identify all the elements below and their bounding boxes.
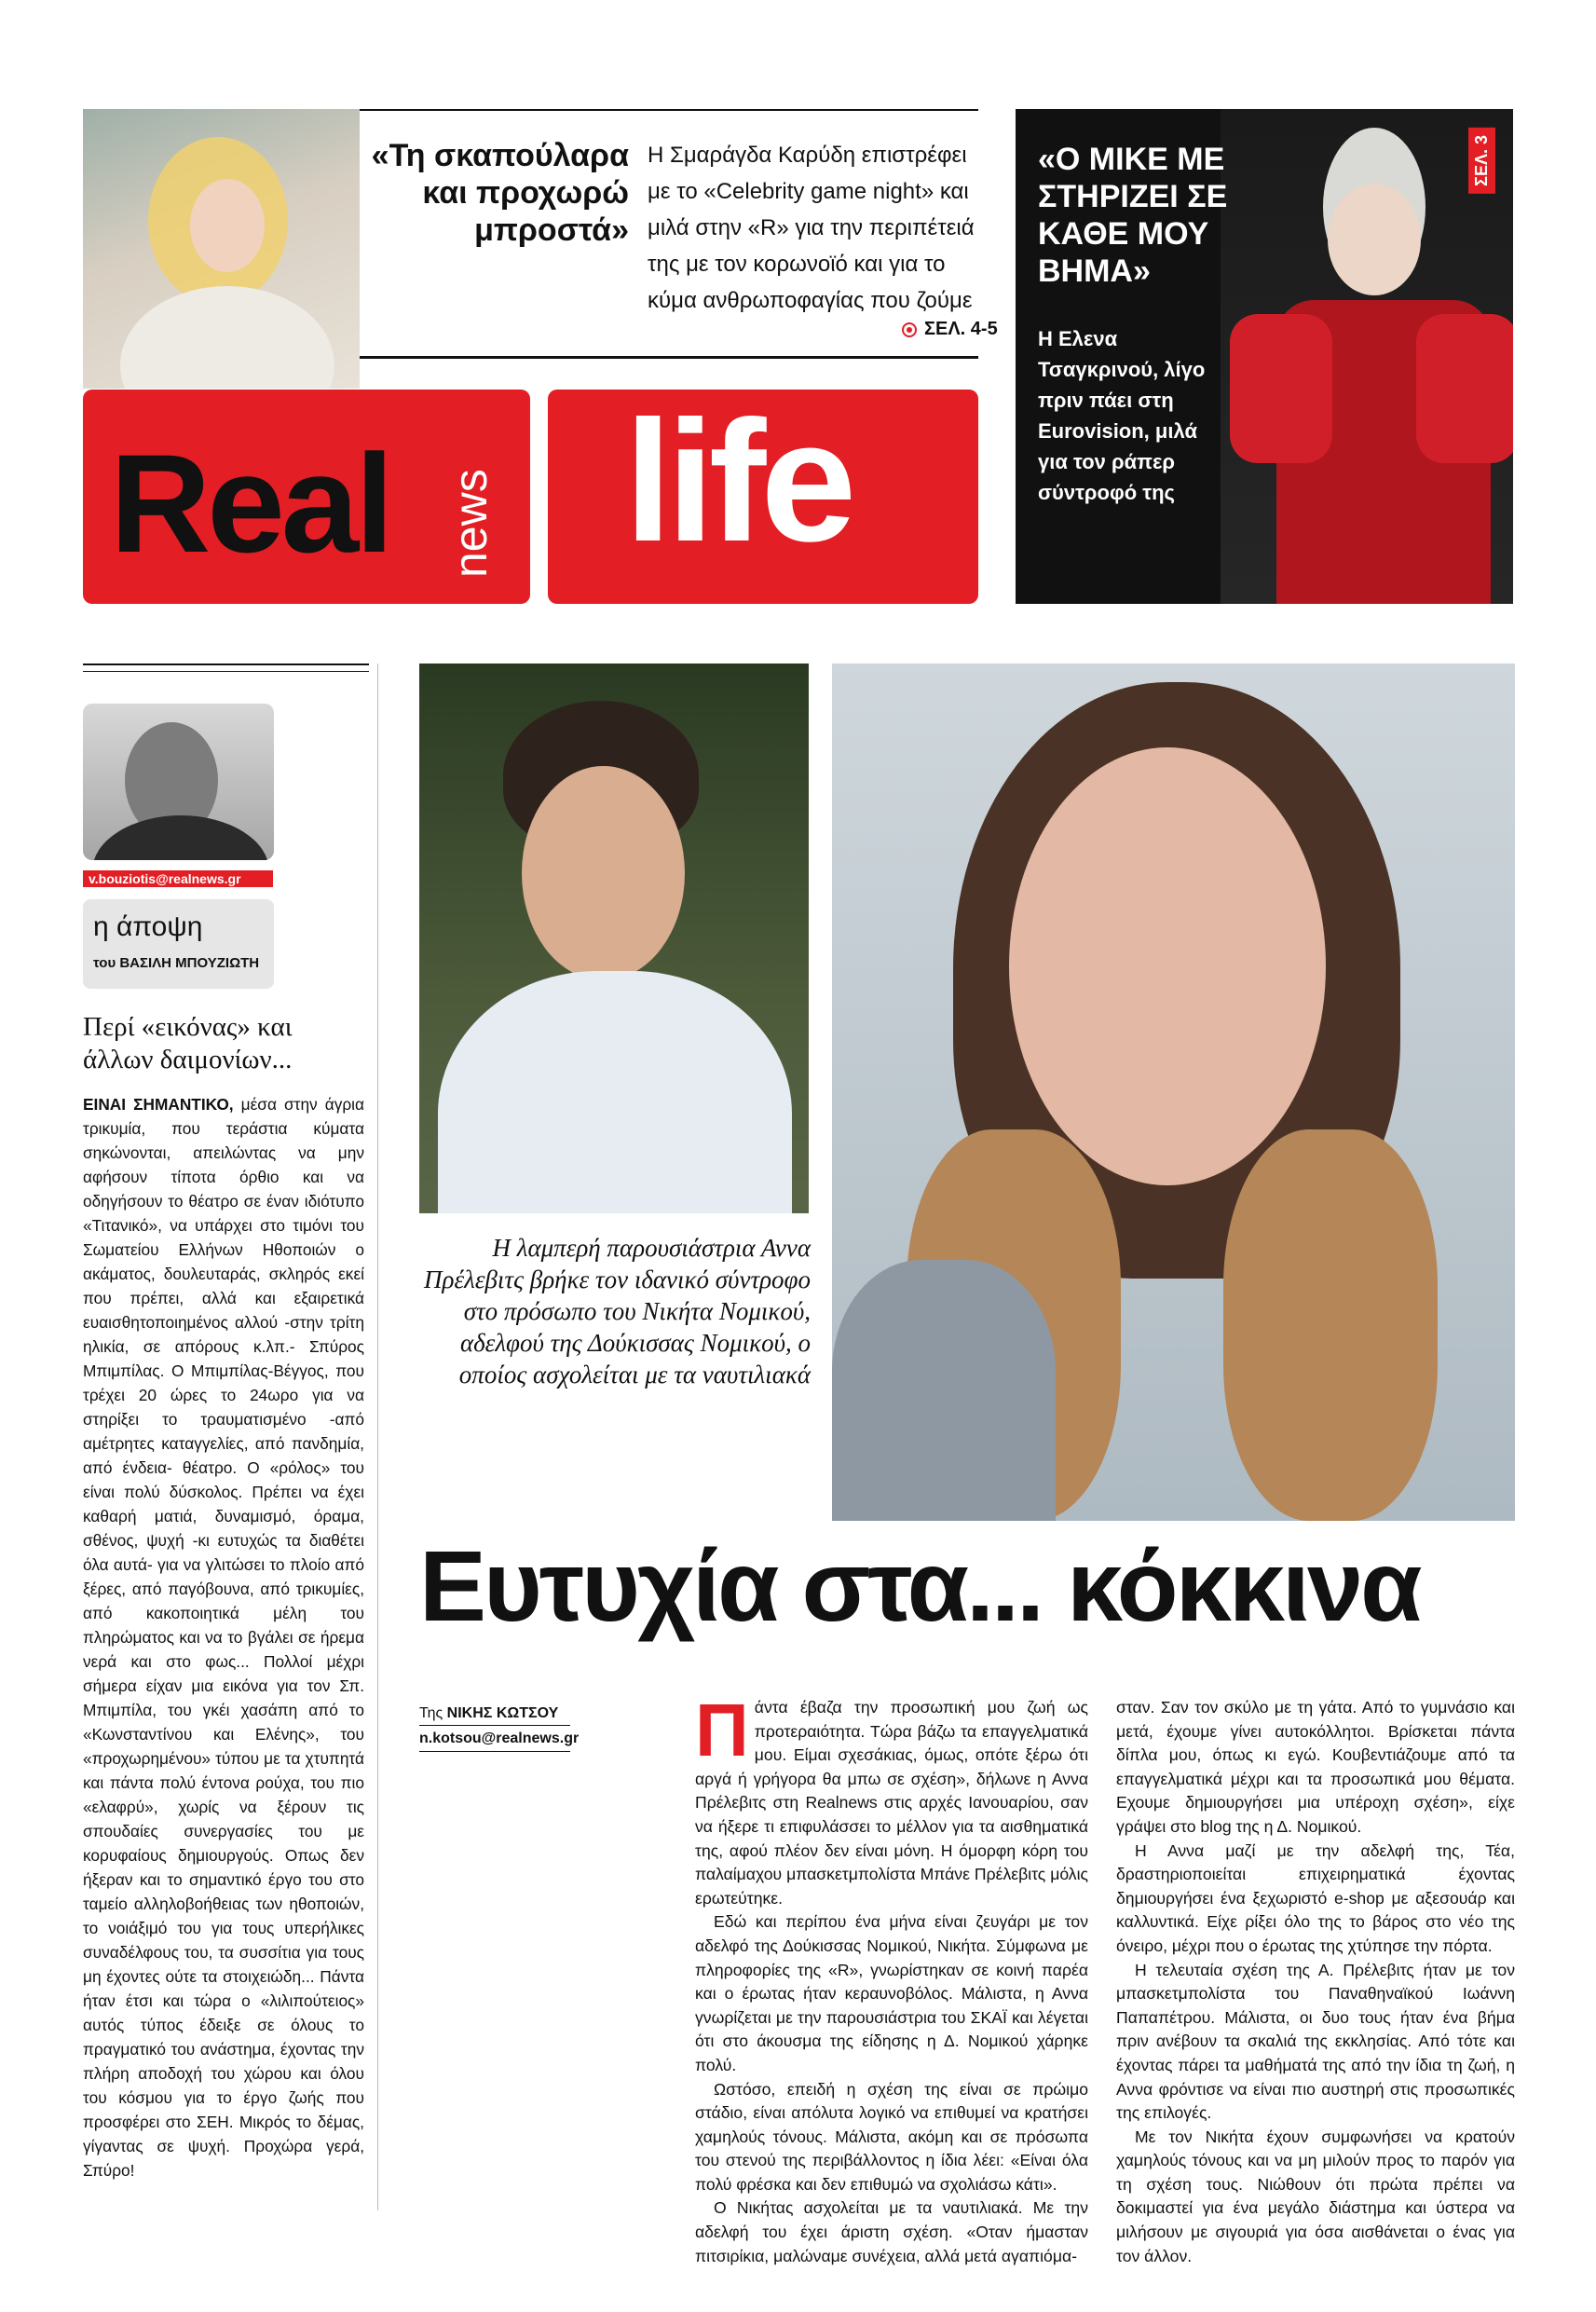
- byline-author: ΝΙΚΗΣ ΚΩΤΣΟΥ: [446, 1705, 559, 1721]
- page-ref-icon: [902, 322, 917, 337]
- column-top-rule: [83, 664, 369, 665]
- article-paragraph: Με τον Νικήτα έχουν συμφωνήσει να κρατούν χαμηλούς τόνους και να μη μιλούν προς το παρόν για τη σχέση τους. Νιώθουν ότι πρώτα πρέπει να δοκιμαστεί για ένα μεγάλο διάστημα και ύστερα να μιλήσουν με σιγουριά για όσα αισθάνεται ο ένας για τον άλλον.: [1116, 2127, 1515, 2265]
- article-col-1: [695, 1689, 1088, 2268]
- article-paragraph: Η Αννα μαζί με την αδελφή της, Τέα, δραστηριοποιείται επιχειρηματικά έχοντας δημιουργήσει ένα ξεχωριστό e-shop με αξεσουάρ και καλλυντικά. Είχε ρίξει όλο της το βάρος στο νέο της όνειρο, μέχρι που ο έρωτας της χτύπησε την πόρτα.: [1116, 1840, 1515, 1955]
- masthead-life: life: [624, 386, 852, 578]
- column-body: [83, 1092, 364, 2182]
- byline-rule: [419, 1725, 570, 1726]
- article-paragraph: σταν. Σαν τον σκύλο με τη γάτα. Από το γυμνάσιο και μετά, έχουμε γίνει αυτοκόλλητοι. Βρίσκεται πάντα δίπλα μου, όπως κι εγώ. Κουβεντιάζουμε από τα επαγγελματικά μέχρι και τα προσωπικά μου θέματα. Εχουμε δημιουργήσει μια υπέροχη σχέση», είχε γράψει στο blog της η Δ. Νομικού.: [1116, 1698, 1515, 1836]
- masthead-real: Real: [110, 425, 390, 581]
- columnist-photo: [83, 704, 274, 860]
- woman-photo: [832, 664, 1515, 1521]
- headline[interactable]: Ευτυχία στα... κόκκινα: [419, 1529, 1420, 1642]
- promo-left-photo: [83, 109, 360, 389]
- column-top-rule-2: [83, 671, 369, 672]
- article-paragraph: Ο Νικήτας ασχολείται με τα ναυτιλιακά. Με την αδελφή του έχει άριστη σχέση. «Οταν ήμασταν πιτσιρίκια, μαλώναμε συνέχεια, αλλά μετά αγαπιόμα-: [695, 2198, 1088, 2265]
- article-paragraph: Η τελευταία σχέση της Α. Πρέλεβιτς ήταν με τον μπασκετμπολίστα του Παναθηναϊκού Ιωάννη Παπαπέτρου. Μάλιστα, οι δυο τους ήταν ένα βήμα πριν ανέβουν τα σκαλιά της εκκλησίας. Από τότε και έχοντας πάρει τα μαθήματά της από την ίδια τη ζωή, η Αννα φρόντισε να είναι πιο αυστηρή στις προσωπικές της επιλογές.: [1116, 1960, 1515, 2123]
- columnist-email[interactable]: v.bouziotis@realnews.gr: [83, 870, 273, 887]
- opinion-section-title: η άποψη: [93, 911, 203, 942]
- column-text: μέσα στην άγρια τρικυμία, που τεράστια κύματα σηκώνονται, απειλώντας να μην αφήσουν τίποτα όρθιο και να οδηγήσουν το θέατρο σε έναν ιδιότυπο «Τιτανικό», να υπάρχει στο τιμόνι του Σωματείου Ελλήνων Ηθοποιών ο ακάματος, δουλευταράς, σκληρός εκεί που πρέπει, αλλά και εξαιρετικά ευαισθητοποιημένος αλλού -στην τρίτη ηλικία, σε απόρους κ.λπ.- Σπύρος Μπιμπίλας. Ο Μπιμπίλας-Βέγγος, που τρέχει 20 ώρες το 24ωρο για να στηρίξει το τραυματισμένο -από αμέτρητες καταγγελίες, από πανδημία, από ένδεια- θέατρο. Ο «ρόλος» του είναι πολύ δύσκολος. Πρέπει να έχει καθαρή ματιά, δυναμισμό, όραμα, σθένος, ψυχή -κι ευτυχώς τα διαθέτει όλα αυτά- για να γλιτώσει το πλοίο από ξέρες, από παγόβουνα, από τρικυμίες, από κακοποιητικά μέλη του πληρώματος και να το βγάλει σε ήρεμα νερά και στο φως... Πολλοί μέχρι σήμερα είχαν μια εικόνα για τον Σπ. Μπιμπίλα, του γκέι χασάπη από το «Κωνσταντίνου και Ελένης», του «προχωρημένου» τύπου με τα χτυπητά και πάντα πολύ έντονα ρούχα, του πιο «ελαφρύ», χωρίς να ξέρουν τις σπουδαίες συνεργασίες του με κορυφαίους δημιουργούς. Οπως δεν ήξεραν και το σημαντικό έργο του στο ταμείο αλληλοβοήθειας των ηθοποιών, το νοιάξιμό του για τους υπερήλικες συναδέλφους του, τα συσσίτια για τους μη έχοντες ούτε τα στοιχειώδη... Πάντα ήταν έτσι και τώρα ο «λιλιπούτειος» αυτός τύπος έδειξε σε όλους το πραγματικό του ανάστημα, έχοντας την πλήρη αποδοχή του χώρου και όλου του κόσμου για το έργο ζωής που προσφέρει στο ΣΕΗ. Μικρός το δέμας, γίγαντας σε ψυχή. Προχώρα γερά, Σπύρο!: [83, 1095, 364, 2180]
- byline-prefix: Της: [419, 1705, 443, 1721]
- photo-caption: Η λαμπερή παρουσιάστρια Αννα Πρέλεβιτς βρήκε τον ιδανικό σύντροφο στο πρόσωπο του Νικήτα Νομικού, αδελφού της Δούκισσας Νομικού, ο οποίος ασχολείται με τα ναυτιλιακά: [424, 1234, 811, 1389]
- page-ref-label: ΣΕΛ. 4-5: [924, 319, 998, 339]
- column-divider: [377, 664, 378, 2210]
- article-col-2: [1116, 1696, 1515, 2268]
- byline: [419, 1705, 558, 1722]
- article-paragraph: άντα έβαζα την προσωπική μου ζωή ως προτεραιότητα. Τώρα βάζω τα επαγγελματικά μου. Είμαι σχεσάκιας, όμως, οπότε ξέρω ότι αργά ή γρήγορα θα μπω σε σχέση», δήλωνε η Αννα Πρέλεβιτς στη Realnews στις αρχές Ιανουαρίου, σαν να ήξερε τι επιφυλάσσει το μέλλον για τα αισθηματικά της, αφού πλέον δεν είναι μόνη. Η όμορφη κόρη του παλαίμαχου μπασκετμπολίστα Μπάνε Πρέλεβιτς μόλις ερωτεύτηκε.: [695, 1698, 1088, 1908]
- promo-left-text: Η Σμαράγδα Καρύδη επιστρέφει με το «Celebrity game night» και μιλά στην «R» για την περιπέτειά της με τον κορωνοϊό και για το κύμα ανθρωποφαγίας που ζούμε: [648, 143, 975, 313]
- byline-rule-2: [419, 1751, 570, 1752]
- column-lead: ΕΙΝΑΙ ΣΗΜΑΝΤΙΚΟ,: [83, 1095, 234, 1114]
- promo-bottom-rule: [360, 356, 978, 359]
- opinion-author: του ΒΑΣΙΛΗ ΜΠΟΥΖΙΩΤΗ: [93, 955, 260, 971]
- promo-right-text: Η Ελενα Τσαγκρινού, λίγο πριν πάει στη Eurovision, μιλά για τον ράπερ σύντροφό της: [1038, 327, 1206, 504]
- column-title: Περί «εικόνας» και άλλων δαιμονίων...: [83, 1012, 293, 1074]
- article-paragraph: Εδώ και περίπου ένα μήνα είναι ζευγάρι με τον αδελφό της Δούκισσας Νομικού, Νικήτα. Σύμφωνα με πληροφορίες της «R», γνωρίστηκαν σε κοινή παρέα και ο έρωτας ήταν κεραυνοβόλος. Μάλιστα, η Αννα γνωρίζεται με την παρουσιάστρια του ΣΚΑΪ και λέγεται ότι στο άκουσμα της είδησης η Δ. Νομικού χάρηκε πολύ.: [695, 1912, 1088, 2074]
- promo-left-quote[interactable]: «Τη σκαπούλαρα και προχωρώ μπροστά»: [371, 138, 629, 248]
- article-paragraph: Ωστόσο, επειδή η σχέση της είναι σε πρώιμο στάδιο, είναι απόλυτα λογικό να επιθυμεί να κρατήσει χαμηλούς τόνους. Μάλιστα, ακόμη και σε πρόσωπα του στενού της περιβάλλοντος η ίδια λέει: «Είναι όλα πολύ φρέσκα και δεν επιθυμώ να σχολιάσω κάτι».: [695, 2079, 1088, 2194]
- man-photo: [419, 664, 809, 1213]
- byline-email[interactable]: n.kotsou@realnews.gr: [419, 1731, 580, 1746]
- promo-top-rule: [360, 109, 978, 111]
- promo-left-page-ref[interactable]: [902, 319, 998, 340]
- promo-right-quote: «Ο ΜΙΚΕ ΜΕ ΣΤΗΡΙΖΕΙ ΣΕ ΚΑΘΕ ΜΟΥ ΒΗΜΑ»: [1038, 142, 1228, 289]
- promo-right-box[interactable]: [1016, 109, 1513, 604]
- promo-right-page-ref[interactable]: ΣΕΛ. 3: [1468, 128, 1495, 194]
- masthead-news: news: [444, 469, 497, 578]
- dropcap: Π: [695, 1689, 749, 1772]
